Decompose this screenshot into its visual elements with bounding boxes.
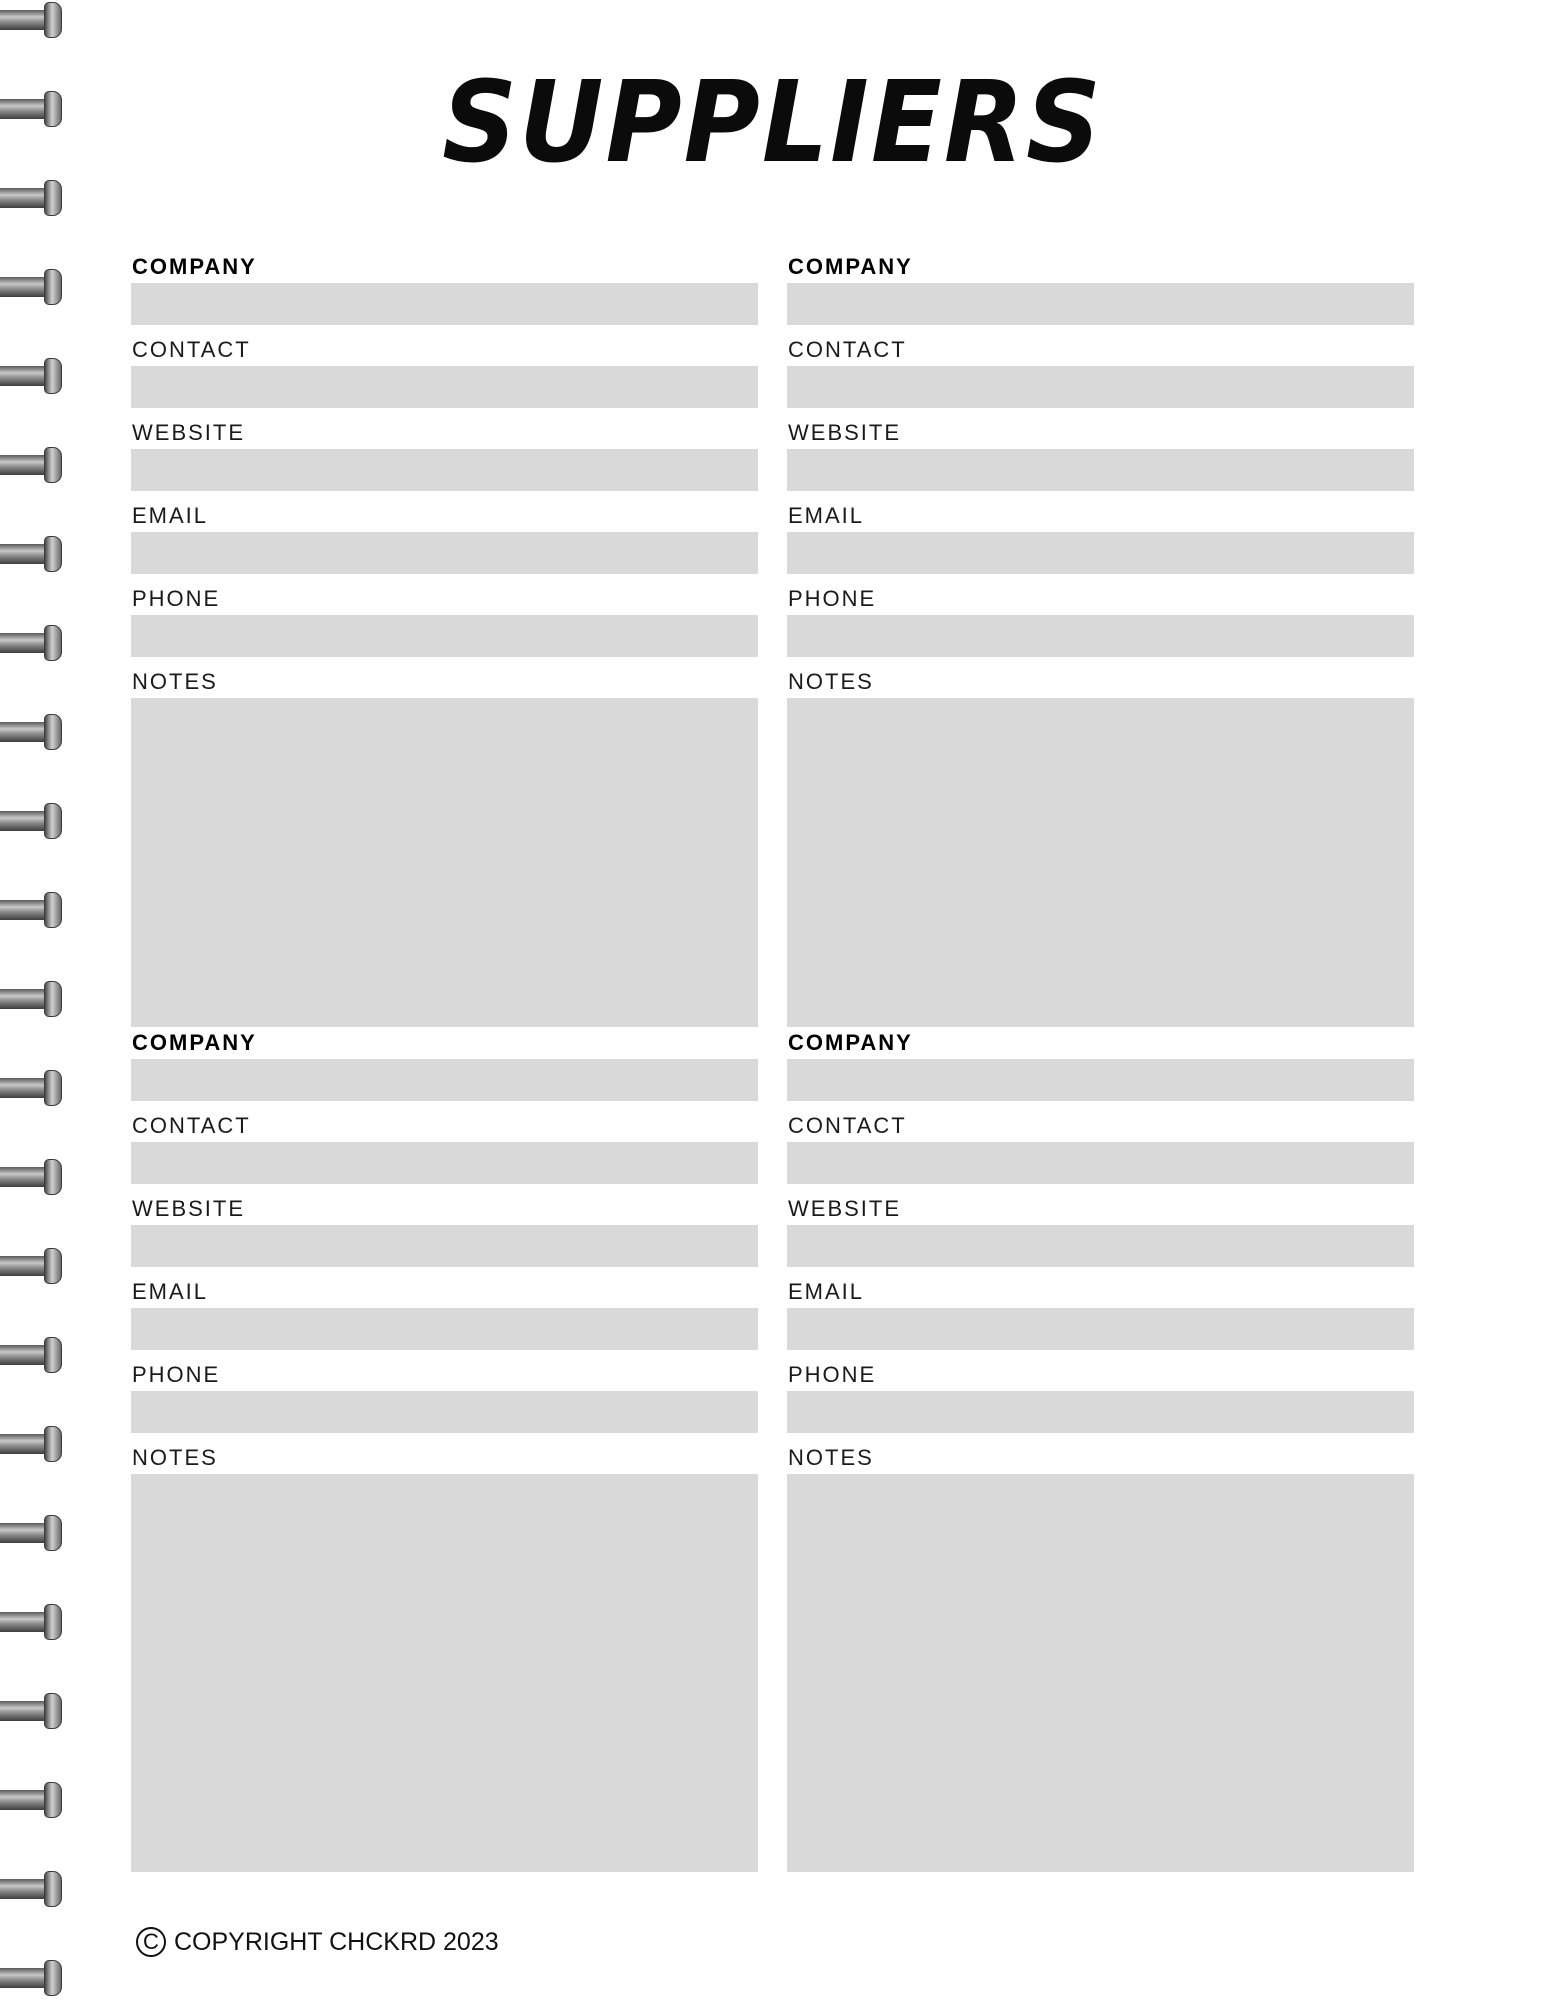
phone-field[interactable] — [787, 1391, 1414, 1433]
company-label: COMPANY — [788, 254, 913, 279]
notes-field[interactable] — [131, 1474, 758, 1872]
company-field[interactable] — [131, 1059, 758, 1101]
company-field[interactable] — [787, 283, 1414, 325]
email-field[interactable] — [131, 1308, 758, 1350]
company-label: COMPANY — [132, 254, 257, 279]
phone-label: PHONE — [788, 586, 877, 611]
supplier-card-3 — [131, 1028, 758, 1872]
phone-field[interactable] — [131, 1391, 758, 1433]
notes-field[interactable] — [787, 698, 1414, 1027]
spiral-ring-icon — [0, 625, 64, 661]
spiral-ring-icon — [0, 981, 64, 1017]
spiral-binding — [0, 0, 70, 2000]
website-label: WEBSITE — [788, 1196, 902, 1221]
spiral-ring-icon — [0, 1782, 64, 1818]
website-label: WEBSITE — [132, 420, 246, 445]
spiral-ring-icon — [0, 536, 64, 572]
email-label: EMAIL — [132, 1279, 209, 1304]
copyright-icon: C — [136, 1927, 166, 1957]
website-field[interactable] — [787, 1225, 1414, 1267]
website-label: WEBSITE — [788, 420, 902, 445]
notes-field[interactable] — [787, 1474, 1414, 1872]
spiral-ring-icon — [0, 447, 64, 483]
phone-field[interactable] — [787, 615, 1414, 657]
spiral-ring-icon — [0, 1070, 64, 1106]
website-field[interactable] — [131, 1225, 758, 1267]
spiral-ring-icon — [0, 714, 64, 750]
spiral-ring-icon — [0, 1159, 64, 1195]
notes-label: NOTES — [132, 1445, 218, 1470]
spiral-ring-icon — [0, 269, 64, 305]
contact-label: CONTACT — [132, 337, 251, 362]
spiral-ring-icon — [0, 2, 64, 38]
spiral-ring-icon — [0, 1248, 64, 1284]
contact-label: CONTACT — [788, 1113, 907, 1138]
supplier-card-1 — [131, 252, 758, 1027]
website-label: WEBSITE — [132, 1196, 246, 1221]
spiral-ring-icon — [0, 1515, 64, 1551]
contact-field[interactable] — [787, 366, 1414, 408]
phone-label: PHONE — [132, 586, 221, 611]
spiral-ring-icon — [0, 1693, 64, 1729]
contact-label: CONTACT — [788, 337, 907, 362]
email-field[interactable] — [787, 1308, 1414, 1350]
spiral-ring-icon — [0, 1337, 64, 1373]
footer — [136, 1924, 499, 1960]
website-field[interactable] — [787, 449, 1414, 491]
email-label: EMAIL — [132, 503, 209, 528]
contact-field[interactable] — [131, 366, 758, 408]
spiral-ring-icon — [0, 803, 64, 839]
supplier-card-2 — [787, 252, 1414, 1027]
company-field[interactable] — [131, 283, 758, 325]
spiral-ring-icon — [0, 180, 64, 216]
email-field[interactable] — [787, 532, 1414, 574]
notes-field[interactable] — [131, 698, 758, 1027]
company-label: COMPANY — [132, 1030, 257, 1055]
website-field[interactable] — [131, 449, 758, 491]
page-title: SUPPLIERS — [442, 56, 1103, 188]
contact-field[interactable] — [787, 1142, 1414, 1184]
company-field[interactable] — [787, 1059, 1414, 1101]
notes-label: NOTES — [788, 669, 874, 694]
phone-label: PHONE — [132, 1362, 221, 1387]
spiral-ring-icon — [0, 1871, 64, 1907]
spiral-ring-icon — [0, 1960, 64, 1996]
spiral-ring-icon — [0, 1426, 64, 1462]
notes-label: NOTES — [788, 1445, 874, 1470]
contact-field[interactable] — [131, 1142, 758, 1184]
copyright-text: COPYRIGHT CHCKRD 2023 — [174, 1927, 499, 1956]
email-field[interactable] — [131, 532, 758, 574]
phone-field[interactable] — [131, 615, 758, 657]
notes-label: NOTES — [132, 669, 218, 694]
phone-label: PHONE — [788, 1362, 877, 1387]
spiral-ring-icon — [0, 358, 64, 394]
contact-label: CONTACT — [132, 1113, 251, 1138]
email-label: EMAIL — [788, 503, 865, 528]
spiral-ring-icon — [0, 1604, 64, 1640]
email-label: EMAIL — [788, 1279, 865, 1304]
supplier-card-4 — [787, 1028, 1414, 1872]
spiral-ring-icon — [0, 892, 64, 928]
company-label: COMPANY — [788, 1030, 913, 1055]
